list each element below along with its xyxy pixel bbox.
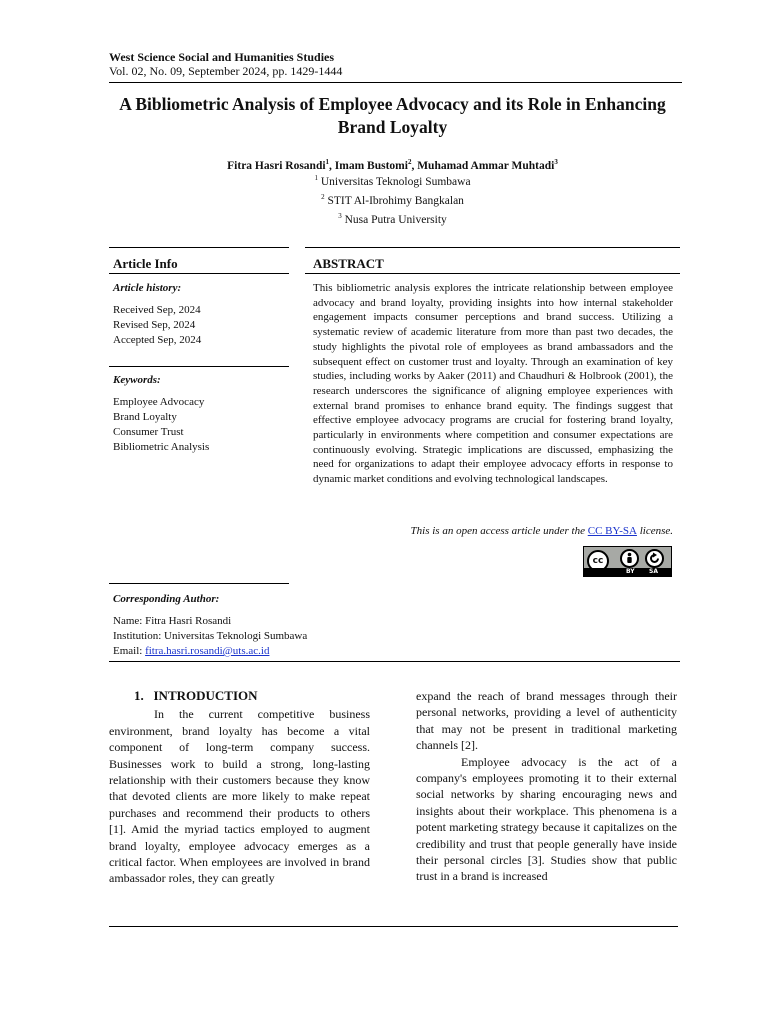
author-3: Muhamad Ammar Muhtadi <box>417 159 555 172</box>
affiliation-list <box>109 171 676 227</box>
history-revised: Revised Sep, 2024 <box>113 319 196 331</box>
cc-by-sa-badge-icon[interactable] <box>583 546 672 577</box>
keywords-rule <box>109 583 289 584</box>
journal-header <box>109 50 342 78</box>
author-2: Imam Bustomi <box>334 159 408 172</box>
cc-icon: cc <box>587 550 609 572</box>
article-info-heading: Article Info <box>113 256 178 271</box>
keyword-item: Employee Advocacy <box>113 396 205 408</box>
introduction-heading: 1. INTRODUCTION <box>134 688 258 703</box>
history-list <box>113 303 201 348</box>
left-column <box>109 688 370 887</box>
right-column <box>416 688 677 885</box>
header-rule <box>109 82 682 83</box>
history-received: Received Sep, 2024 <box>113 304 201 316</box>
intro-paragraph-2: expand the reach of brand messages through their personal networks, providing a level of authenticity that may not be present in traditional marketing channels [2]. <box>416 689 677 753</box>
paper-title: A Bibliometric Analysis of Employee Advocacy and its Role in Enhancing Brand Loyalty <box>119 94 666 137</box>
author-1: Fitra Hasri Rosandi <box>227 159 326 172</box>
keyword-item: Consumer Trust <box>113 426 184 438</box>
intro-paragraph-3: Employee advocacy is the act of a company's employees promoting it to their external social networks by sharing encouraging news and insights about their workplace. This phenomena is a potent marketing strategy because it capitalizes on the credibility and trust that people generally have inside their personal circles [3]. Studies show that public trust in a brand is increased <box>416 754 677 884</box>
corresponding-label: Corresponding Author: <box>113 593 220 605</box>
affiliation-2: $^2$ STIT Al-Ibrohimy Bangkalan <box>321 192 464 207</box>
by-person-icon <box>620 549 639 568</box>
journal-issue: Vol. 02, No. 09, September 2024, pp. 1429-1444 <box>109 64 343 78</box>
corresponding-email-link[interactable]: fitra.hasri.rosandi@uts.ac.id <box>145 645 270 657</box>
keyword-item: Bibliometric Analysis <box>113 441 210 453</box>
info-top-rule <box>109 247 289 248</box>
history-rule <box>109 366 289 367</box>
corresponding-email-line: Email: fitra.hasri.rosandi@uts.ac.id <box>113 645 270 657</box>
info-heading-rule <box>109 273 289 274</box>
license-link[interactable]: CC BY-SA <box>587 525 637 537</box>
sa-share-icon <box>645 549 664 568</box>
corresponding-name: Name: Fitra Hasri Rosandi <box>113 615 232 627</box>
journal-name: West Science Social and Humanities Studies <box>109 50 335 64</box>
intro-paragraph-1: In the current competitive business environment, brand loyalty has become a vital component of long-term company success. Businesses work to build a strong, long-lasting relationship with their customers because they know that devoted clients are more likely to make repeat purchases and recommend their products to others [1]. Amid the myriad tactics employed to augment brand loyalty, employee advocacy emerges as a critical factor. When employees are involved in brand ambassador roles, they can greatly <box>109 707 370 886</box>
affiliation-1: $^1$ Universitas Teknologi Sumbawa <box>314 174 471 188</box>
keywords-list <box>113 395 209 455</box>
abstract-heading-rule <box>305 273 680 274</box>
corresponding-details <box>113 614 307 659</box>
abstract-heading: ABSTRACT <box>313 256 384 271</box>
license-statement: This is an open access article under the CC BY-SA license. <box>410 525 673 537</box>
corresponding-institution: Institution: Universitas Teknologi Sumbawa <box>113 630 308 642</box>
footer-rule <box>109 926 678 927</box>
badge-caption: BY SA <box>584 568 671 576</box>
keyword-item: Brand Loyalty <box>113 411 177 423</box>
author-list: Fitra Hasri Rosandi$^1$, Imam Bustomi$^2$, Muhamad Ammar Muhtadi$^3$ <box>227 158 558 172</box>
affiliation-3: $^3$ Nusa Putra University <box>338 211 447 226</box>
corresponding-rule <box>109 661 680 662</box>
history-label: Article history: <box>113 282 182 294</box>
abstract-text: This bibliometric analysis explores the intricate relationship between employee advocacy and brand loyalty, providing insights into how internal stakeholder engagement impacts consumer perceptions and brand success. Utilizing a systematic review of academic literature from more than past two decades, the study highlights the pivotal role of employees as brand ambassadors and the subsequent effect on customer trust and loyalty. Through an examination of key studies, including works by Aaker (2011) and Chaudhuri & Holbrook (2001), the research underscores the significance of aligning employee experiences with external brand promises to enhance brand equity. The findings suggest that effective employee advocacy programs are crucial for fostering brand loyalty, particularly in environments where competition and consumer expectations are continuously evolving. Strategic implications are discussed, emphasizing the need for organizations to adapt their employee advocacy efforts in response to dynamic market conditions and evolving technological landscapes. <box>313 282 673 486</box>
abstract-top-rule <box>305 247 680 248</box>
history-accepted: Accepted Sep, 2024 <box>113 334 202 346</box>
keywords-label: Keywords: <box>113 374 161 386</box>
